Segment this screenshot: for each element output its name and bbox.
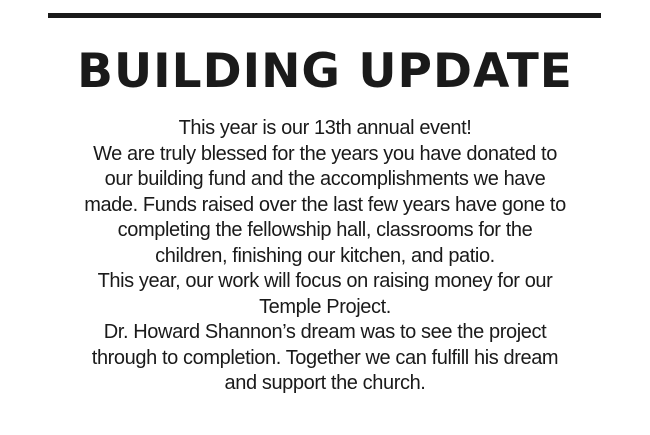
body-line: our building fund and the accomplishments we have [104,168,546,190]
body-line: through to completion. Together we can fulfill his dream [91,346,559,369]
body-line: This year, our work will focus on raising money for our [97,270,553,292]
body-paragraph [60,116,590,397]
body-line: and support the church. [224,372,426,394]
body-line: We are truly blessed for the years you have donated to [93,142,557,165]
body-line: Temple Project. [259,295,391,318]
body-line: children, finishing our kitchen, and patio. [155,244,495,267]
body-line: completing the fellowship hall, classrooms for the [117,219,533,241]
body-line: This year is our 13th annual event! [178,117,472,139]
headline-title: BUILDING UPDATE [77,44,573,99]
body-line: made. Funds raised over the last few years have gone to [84,193,566,216]
body-line: Dr. Howard Shannon’s dream was to see the project [103,321,547,343]
top-divider-rule [48,13,601,18]
